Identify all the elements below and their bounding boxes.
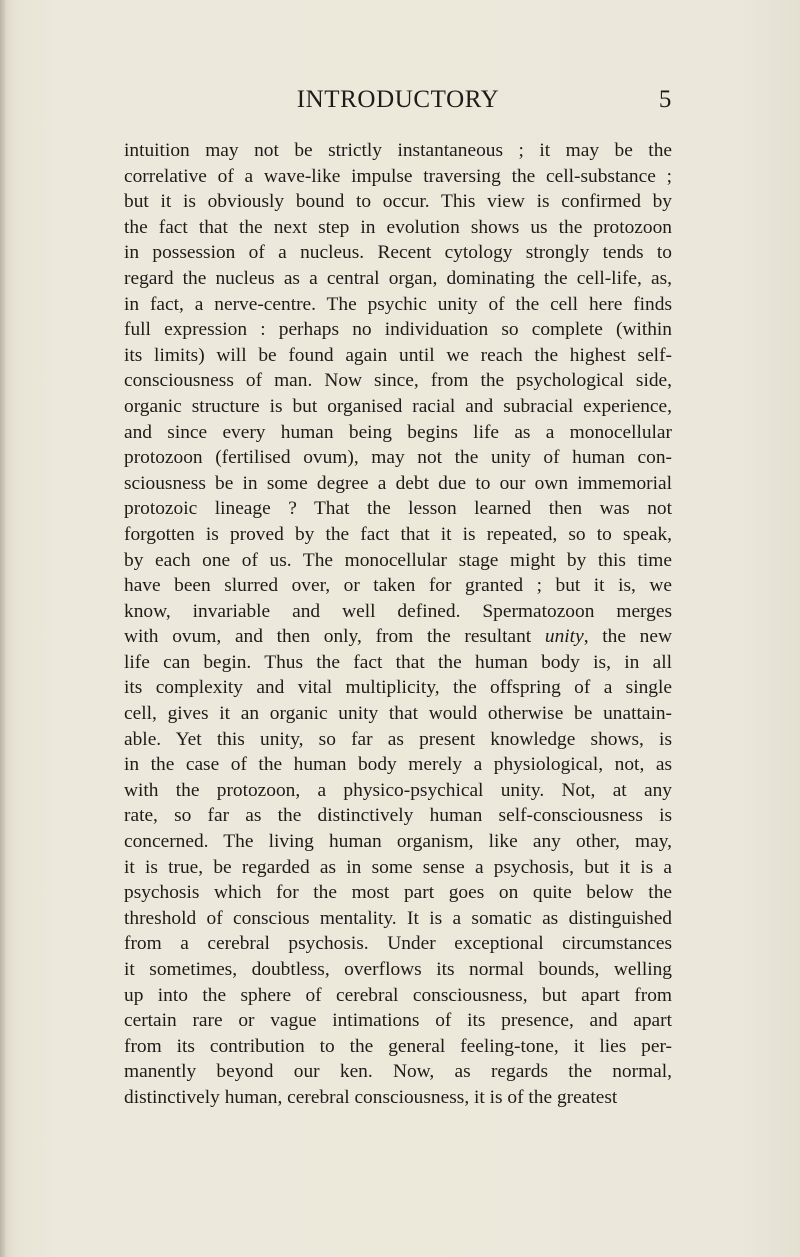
text-line: manently beyond our ken. Now, as regards the normal, (124, 1061, 672, 1083)
text-line: regard the nucleus as a central organ, dominating the cell-life, as, (124, 267, 672, 289)
text-line: able. Yet this unity, so far as present knowledge shows, is (124, 728, 672, 750)
text-line: in the case of the human body merely a physiological, not, as (124, 754, 672, 776)
text-line: protozoic lineage ? That the lesson learned then was not (124, 498, 672, 520)
text-line: forgotten is proved by the fact that it is repeated, so to speak, (124, 523, 672, 545)
text-line: it is true, be regarded as in some sense a psychosis, but it is a (124, 856, 672, 878)
text-line: from a cerebral psychosis. Under exceptional circumstances (124, 933, 672, 955)
text-line: cell, gives it an organic unity that would otherwise be unattain- (124, 703, 672, 725)
body-text (124, 138, 672, 1111)
text-line: from its contribution to the general feeling-tone, it lies per- (124, 1035, 672, 1057)
text-line: concerned. The living human organism, like any other, may, (124, 831, 672, 853)
text-line: consciousness of man. Now since, from the psychological side, (124, 370, 672, 392)
running-head (124, 86, 672, 116)
text-line: by each one of us. The monocellular stage might by this time (124, 549, 672, 571)
text-segment: with ovum, and then only, from the resultant (124, 626, 545, 648)
text-line: and since every human being begins life as a monocellular (124, 421, 672, 443)
emphasis-unity: unity (544, 626, 584, 648)
running-title: INTRODUCTORY (296, 86, 500, 113)
text-line: life can begin. Thus the fact that the human body is, in all (124, 651, 672, 673)
text-segment: , the new (583, 626, 672, 648)
text-line: distinctively human, cerebral consciousness, it is of the greatest (124, 1086, 618, 1108)
text-line: its limits) will be found again until we reach the highest self- (124, 344, 672, 366)
text-line: have been slurred over, or taken for granted ; but it is, we (124, 575, 672, 597)
text-line: sciousness be in some degree a debt due to our own immemorial (124, 472, 672, 494)
text-line: in possession of a nucleus. Recent cytology strongly tends to (124, 242, 672, 264)
text-line: psychosis which for the most part goes on quite below the (124, 882, 672, 904)
text-line: up into the sphere of cerebral consciousness, but apart from (124, 984, 672, 1006)
text-line: it sometimes, doubtless, overflows its normal bounds, welling (124, 959, 672, 980)
text-line: threshold of conscious mentality. It is a somatic as distinguished (124, 907, 672, 929)
text-line: its complexity and vital multiplicity, the offspring of a single (124, 677, 672, 699)
text-line: rate, so far as the distinctively human self-consciousness is (124, 805, 672, 827)
text-line: know, invariable and well defined. Spermatozoon merges (124, 600, 672, 622)
text-line: but it is obviously bound to occur. This view is confirmed by (124, 191, 672, 213)
text-line: intuition may not be strictly instantaneous ; it may be the (124, 140, 672, 161)
text-line: organic structure is but organised racial and subracial experience, (124, 395, 672, 417)
text-line: the fact that the next step in evolution shows us the protozoon (124, 216, 672, 238)
text-line: in fact, a nerve-centre. The psychic unity of the cell here finds (124, 293, 672, 315)
text-line-with-emphasis (124, 624, 672, 650)
page-binding-shadow (0, 0, 6, 1257)
text-line: full expression : perhaps no individuation so complete (within (124, 319, 672, 341)
text-line: certain rare or vague intimations of its presence, and apart (124, 1010, 672, 1032)
text-line: with the protozoon, a physico-psychical unity. Not, at any (124, 779, 672, 801)
text-line: correlative of a wave-like impulse traversing the cell-substance ; (124, 165, 672, 187)
text-line: protozoon (fertilised ovum), may not the unity of human con- (124, 447, 672, 469)
page-number: 5 (658, 86, 672, 113)
